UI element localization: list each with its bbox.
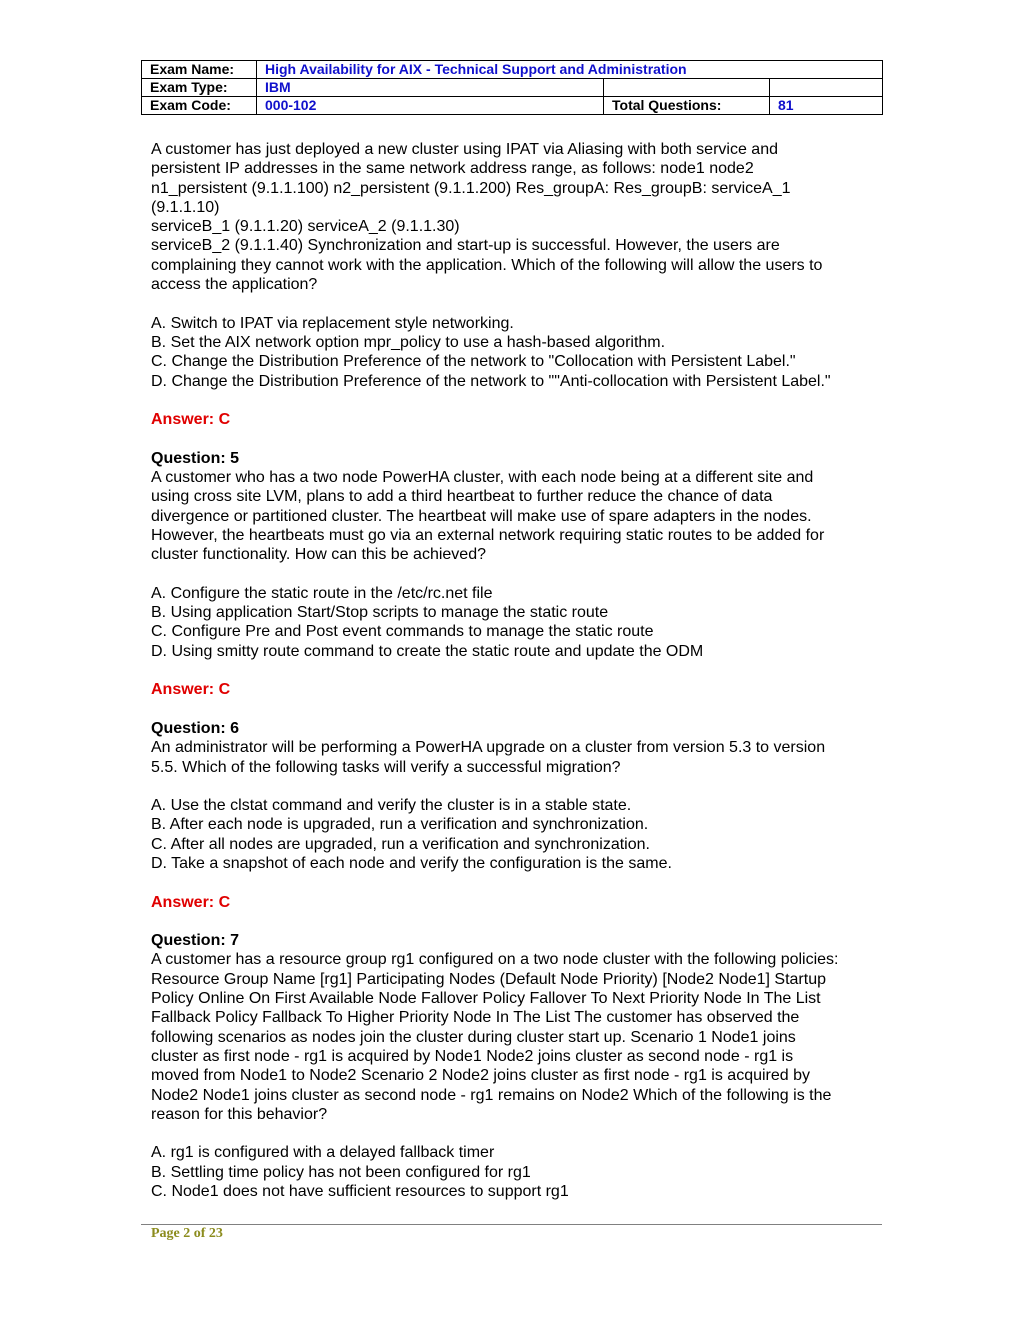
question-text-line: Resource Group Name [rg1] Participating Nodes (Default Node Priority) [Node2 Node1] Startup: [151, 970, 826, 988]
exam-name-label: Exam Name:: [142, 61, 257, 79]
question-text-line: Fallback Policy Fallback To Higher Priority Node In The List The customer has observed the: [151, 1009, 800, 1027]
question-text-line: serviceB_2 (9.1.1.40) Synchronization and start-up is successful. However, the users are: [151, 237, 780, 255]
question-text-line: Node2 Node1 joins cluster as second node - rg1 remains on Node2 Which of the following is the: [151, 1086, 832, 1104]
question-text-line: access the application?: [151, 276, 318, 294]
question-4-block: [151, 140, 876, 449]
answer-option: D. Change the Distribution Preference of the network to ""Anti-collocation with Persistent Label.": [151, 372, 831, 390]
exam-code-row: [142, 97, 883, 115]
question-text-line: moved from Node1 to Node2 Scenario 2 Node2 joins cluster as first node - rg1 is acquired by: [151, 1067, 811, 1085]
question-text-line: n1_persistent (9.1.1.100) n2_persistent (9.1.1.200) Res_groupA: Res_groupB: serviceA_1: [151, 179, 791, 197]
question-text-line: Policy Online On First Available Node Fallover Policy Fallover To Next Priority Node In The List: [151, 990, 821, 1008]
total-questions-value: 81: [770, 97, 883, 115]
question-text-line: complaining they cannot work with the application. Which of the following will allow the users to: [151, 256, 823, 274]
question-text-line: However, the heartbeats must go via an external network requiring static routes to be added for: [151, 526, 825, 544]
correct-answer: Answer: C: [151, 893, 231, 911]
question-text-line: A customer has a resource group rg1 configured on a two node cluster with the following policies:: [151, 951, 839, 969]
answer-option: D. Take a snapshot of each node and verify the configuration is the same.: [151, 854, 672, 872]
answer-option: C. Change the Distribution Preference of the network to "Collocation with Persistent Label.": [151, 353, 796, 371]
empty-cell: [770, 79, 883, 97]
correct-answer: Answer: C: [151, 411, 231, 429]
question-text-line: divergence or partitioned cluster. The heartbeat will make use of spare adapters in the nodes.: [151, 507, 812, 525]
question-5-block: [151, 449, 876, 719]
question-text-line: 5.5. Which of the following tasks will verify a successful migration?: [151, 758, 621, 776]
question-text-line: A customer has just deployed a new cluster using IPAT via Aliasing with both service and: [151, 141, 778, 158]
question-text-line: serviceB_1 (9.1.1.20) serviceA_2 (9.1.1.30): [151, 218, 460, 236]
question-6-block: [151, 719, 876, 931]
answer-option: C. Configure Pre and Post event commands to manage the static route: [151, 623, 654, 641]
question-text-line: (9.1.1.10): [151, 198, 220, 216]
exam-code-label: Exam Code:: [142, 97, 257, 115]
answer-option: B. Set the AIX network option mpr_policy to use a hash-based algorithm.: [151, 333, 666, 351]
exam-name-value: High Availability for AIX - Technical Support and Administration: [257, 61, 883, 79]
question-text-line: An administrator will be performing a PowerHA upgrade on a cluster from version 5.3 to version: [151, 739, 826, 757]
page-number: Page 2 of 23: [151, 1226, 223, 1241]
answer-option: D. Using smitty route command to create the static route and update the ODM: [151, 642, 704, 660]
answer-option: B. Settling time policy has not been configured for rg1: [151, 1163, 531, 1181]
document-content: [151, 140, 876, 1201]
exam-type-row: [142, 79, 883, 97]
answer-option: B. After each node is upgraded, run a verification and synchronization.: [151, 816, 649, 834]
question-text-line: using cross site LVM, plans to add a third heartbeat to further reduce the chance of data: [151, 488, 773, 506]
question-title: Question: 7: [151, 932, 240, 950]
answer-option: C. After all nodes are upgraded, run a verification and synchronization.: [151, 835, 650, 853]
answer-option: C. Node1 does not have sufficient resources to support rg1: [151, 1183, 569, 1201]
question-text-line: A customer who has a two node PowerHA cluster, with each node being at a different site and: [151, 469, 814, 487]
question-text-line: cluster functionality. How can this be achieved?: [151, 546, 486, 564]
answer-option: A. Configure the static route in the /etc/rc.net file: [151, 584, 493, 602]
exam-code-value: 000-102: [257, 97, 604, 115]
answer-option: A. Use the clstat command and verify the cluster is in a stable state.: [151, 797, 632, 815]
answer-option: B. Using application Start/Stop scripts to manage the static route: [151, 604, 609, 622]
question-text-line: persistent IP addresses in the same network address range, as follows: node1 node2: [151, 160, 754, 178]
exam-header-table: [141, 60, 883, 115]
answer-option: A. Switch to IPAT via replacement style networking.: [151, 314, 514, 332]
exam-type-label: Exam Type:: [142, 79, 257, 97]
question-text-line: cluster as first node - rg1 is acquired by Node1 Node2 joins cluster as second node - rg1 is: [151, 1047, 794, 1065]
exam-type-value: IBM: [257, 79, 604, 97]
question-text-line: reason for this behavior?: [151, 1105, 328, 1123]
total-questions-label: Total Questions:: [604, 97, 770, 115]
footer-divider: [141, 1224, 882, 1225]
correct-answer: Answer: C: [151, 681, 231, 699]
question-7-block: [151, 931, 876, 1201]
question-text-line: following scenarios as nodes join the cluster during cluster start up. Scenario 1 Node1 joins: [151, 1028, 796, 1046]
empty-cell: [604, 79, 770, 97]
question-title: Question: 6: [151, 719, 240, 737]
answer-option: A. rg1 is configured with a delayed fallback timer: [151, 1144, 495, 1162]
question-title: Question: 5: [151, 449, 240, 467]
exam-name-row: [142, 61, 883, 79]
